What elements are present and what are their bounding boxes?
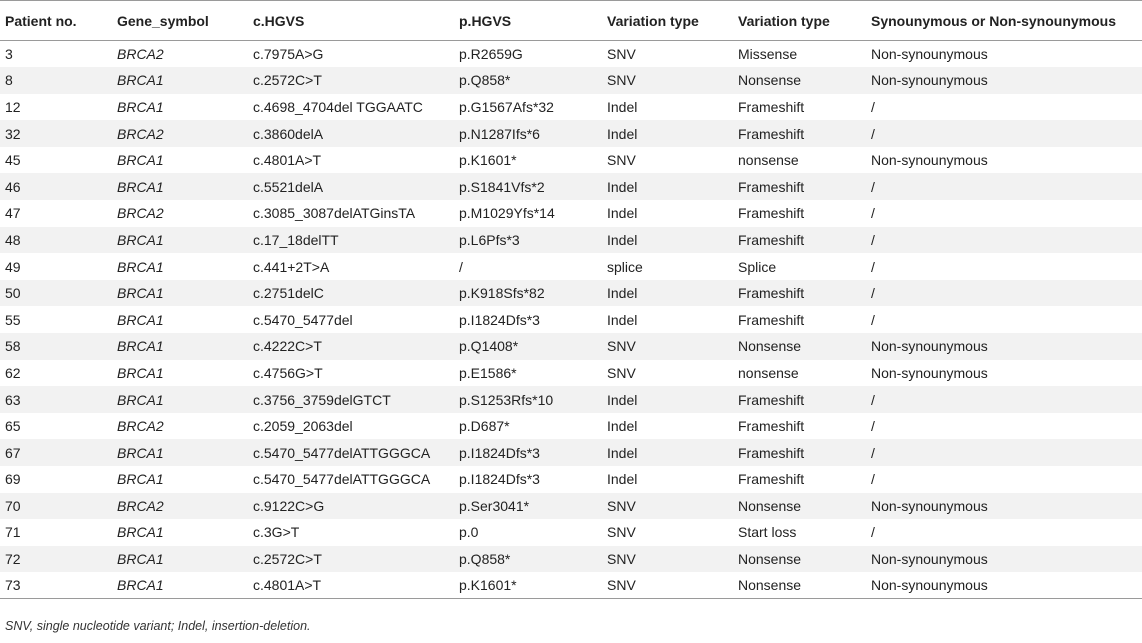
cell-c-hgvs: c.441+2T>A (253, 258, 330, 275)
cell-synonymous-status: Non-synounymous (871, 364, 988, 381)
cell-p-hgvs: p.L6Pfs*3 (454, 227, 602, 254)
cell-synonymous-status: Non-synounymous (866, 333, 1142, 360)
cell-variation-type: Indel (602, 173, 733, 200)
column-header-gene-symbol: Gene_symbol (112, 1, 248, 41)
cell-variation-type: SNV (602, 67, 733, 94)
cell-variation-type: Indel (602, 120, 733, 147)
cell-variation-type: Indel (607, 311, 638, 328)
cell-patient-no: 62 (5, 364, 21, 381)
cell-patient-no: 47 (5, 205, 21, 222)
cell-p-hgvs: p.S1841Vfs*2 (454, 173, 602, 200)
cell-synonymous-status: Non-synounymous (866, 67, 1142, 94)
cell-variation-subtype: Frameshift (733, 386, 866, 413)
cell-patient-no: 48 (0, 227, 112, 254)
cell-p-hgvs: p.I1824Dfs*3 (459, 311, 540, 328)
cell-patient-no: 3 (5, 46, 13, 63)
cell-gene-symbol: BRCA1 (112, 572, 248, 599)
cell-synonymous-status: Non-synounymous (871, 152, 988, 169)
cell-patient-no: 8 (0, 67, 112, 94)
cell-synonymous-status: / (871, 98, 875, 115)
cell-p-hgvs: p.Q858* (454, 546, 602, 573)
cell-variation-type: Indel (602, 227, 733, 254)
cell-c-hgvs: c.4801A>T (253, 152, 322, 169)
cell-variation-type: SNV (602, 333, 733, 360)
cell-variation-type: splice (607, 258, 643, 275)
cell-variation-type: Indel (607, 98, 638, 115)
cell-gene-symbol: BRCA1 (117, 258, 164, 275)
cell-variation-type: Indel (602, 386, 733, 413)
cell-p-hgvs: p.S1253Rfs*10 (454, 386, 602, 413)
cell-variation-subtype: nonsense (738, 364, 799, 381)
cell-c-hgvs: c.4756G>T (253, 364, 323, 381)
cell-variation-type: SNV (607, 46, 636, 63)
table-row (0, 360, 1142, 387)
cell-synonymous-status: / (871, 311, 875, 328)
cell-c-hgvs: c.4801A>T (248, 572, 454, 599)
cell-patient-no: 49 (5, 258, 21, 275)
cell-c-hgvs: c.5470_5477delATTGGGCA (248, 439, 454, 466)
cell-p-hgvs: p.R2659G (459, 46, 523, 63)
table-row (0, 280, 1142, 307)
cell-patient-no: 71 (5, 524, 21, 541)
cell-p-hgvs: p.K1601* (454, 572, 602, 599)
cell-variation-subtype: Frameshift (738, 98, 805, 115)
cell-gene-symbol: BRCA1 (112, 386, 248, 413)
cell-synonymous-status: Non-synounymous (866, 493, 1142, 520)
cell-gene-symbol: BRCA2 (117, 205, 164, 222)
cell-gene-symbol: BRCA1 (112, 67, 248, 94)
cell-variation-subtype: Start loss (738, 524, 797, 541)
cell-synonymous-status: Non-synounymous (866, 546, 1142, 573)
cell-synonymous-status: / (866, 120, 1142, 147)
cell-gene-symbol: BRCA1 (112, 546, 248, 573)
cell-patient-no: 70 (0, 493, 112, 520)
cell-variation-subtype: Nonsense (733, 572, 866, 599)
cell-p-hgvs: / (459, 258, 463, 275)
cell-patient-no: 55 (5, 311, 21, 328)
cell-patient-no: 50 (0, 280, 112, 307)
cell-patient-no: 65 (5, 418, 21, 435)
cell-variation-type: Indel (607, 205, 638, 222)
cell-variation-type: SNV (607, 364, 636, 381)
table-row (0, 333, 1142, 360)
table-row (0, 386, 1142, 413)
cell-p-hgvs: p.E1586* (459, 364, 517, 381)
cell-synonymous-status: / (871, 258, 875, 275)
cell-synonymous-status: / (871, 524, 875, 541)
column-header-variation-type: Variation type (602, 1, 733, 41)
cell-p-hgvs: p.D687* (459, 418, 510, 435)
cell-patient-no: 69 (5, 471, 21, 488)
cell-c-hgvs: c.17_18delTT (248, 227, 454, 254)
cell-synonymous-status: Non-synounymous (866, 572, 1142, 599)
cell-gene-symbol: BRCA1 (117, 311, 164, 328)
cell-synonymous-status: Non-synounymous (871, 46, 988, 63)
cell-c-hgvs: c.3G>T (253, 524, 300, 541)
table-row (0, 413, 1142, 440)
cell-synonymous-status: / (866, 173, 1142, 200)
cell-c-hgvs: c.5470_5477del (253, 311, 353, 328)
table-row (0, 519, 1142, 546)
cell-synonymous-status: / (866, 227, 1142, 254)
table-row (0, 253, 1142, 280)
cell-variation-subtype: Nonsense (733, 67, 866, 94)
column-header-patient-no: Patient no. (0, 1, 112, 41)
table-row (0, 173, 1142, 200)
cell-synonymous-status: / (871, 418, 875, 435)
cell-variation-type: SNV (602, 493, 733, 520)
cell-p-hgvs: p.Q1408* (454, 333, 602, 360)
cell-p-hgvs: p.0 (459, 524, 479, 541)
cell-synonymous-status: / (871, 471, 875, 488)
table-body (0, 41, 1142, 599)
cell-variation-subtype: Frameshift (733, 439, 866, 466)
column-header-c-hgvs: c.HGVS (248, 1, 454, 41)
cell-gene-symbol: BRCA2 (112, 493, 248, 520)
cell-c-hgvs: c.7975A>G (253, 46, 324, 63)
cell-p-hgvs: p.G1567Afs*32 (459, 98, 554, 115)
cell-c-hgvs: c.3756_3759delGTCT (248, 386, 454, 413)
cell-variation-subtype: Frameshift (738, 471, 805, 488)
cell-synonymous-status: / (866, 386, 1142, 413)
table-row (0, 227, 1142, 254)
cell-c-hgvs: c.5521delA (248, 173, 454, 200)
table-row (0, 306, 1142, 333)
cell-p-hgvs: p.Ser3041* (454, 493, 602, 520)
column-header-variation-subtype: Variation type (733, 1, 866, 41)
cell-patient-no: 12 (5, 98, 21, 115)
column-header-p-hgvs: p.HGVS (454, 1, 602, 41)
cell-p-hgvs: p.M1029Yfs*14 (459, 205, 555, 222)
cell-gene-symbol: BRCA1 (112, 173, 248, 200)
column-header-synonymous-status: Synounymous or Non-synounymous (866, 1, 1142, 41)
cell-gene-symbol: BRCA2 (117, 46, 164, 63)
cell-variation-subtype: Nonsense (733, 333, 866, 360)
cell-variation-type: Indel (607, 471, 638, 488)
cell-patient-no: 32 (0, 120, 112, 147)
table-row (0, 147, 1142, 174)
cell-patient-no: 63 (0, 386, 112, 413)
cell-variation-subtype: Frameshift (738, 205, 805, 222)
cell-c-hgvs: c.3085_3087delATGinsTA (253, 205, 416, 222)
cell-c-hgvs: c.9122C>G (248, 493, 454, 520)
cell-synonymous-status: / (866, 280, 1142, 307)
cell-variation-subtype: Frameshift (733, 280, 866, 307)
cell-c-hgvs: c.3860delA (248, 120, 454, 147)
cell-variation-type: SNV (607, 152, 636, 169)
table-row (0, 120, 1142, 147)
cell-patient-no: 67 (0, 439, 112, 466)
cell-c-hgvs: c.2572C>T (248, 67, 454, 94)
cell-gene-symbol: BRCA1 (112, 333, 248, 360)
cell-p-hgvs: p.I1824Dfs*3 (459, 471, 540, 488)
table-row (0, 466, 1142, 493)
cell-variation-subtype: Frameshift (738, 311, 805, 328)
cell-patient-no: 72 (0, 546, 112, 573)
cell-patient-no: 46 (0, 173, 112, 200)
cell-patient-no: 73 (0, 572, 112, 599)
cell-gene-symbol: BRCA2 (112, 120, 248, 147)
cell-p-hgvs: p.K918Sfs*82 (454, 280, 602, 307)
cell-gene-symbol: BRCA1 (117, 364, 164, 381)
cell-variation-type: Indel (602, 280, 733, 307)
cell-variation-subtype: Frameshift (733, 227, 866, 254)
table-row (0, 94, 1142, 121)
cell-variation-type: SNV (602, 572, 733, 599)
table-footnote: SNV, single nucleotide variant; Indel, insertion-deletion. (5, 619, 311, 633)
cell-c-hgvs: c.2572C>T (248, 546, 454, 573)
table-row (0, 572, 1142, 599)
cell-gene-symbol: BRCA1 (117, 524, 164, 541)
cell-synonymous-status: / (866, 439, 1142, 466)
cell-c-hgvs: c.2059_2063del (253, 418, 353, 435)
table-header (0, 1, 1142, 41)
cell-gene-symbol: BRCA2 (117, 418, 164, 435)
cell-variation-subtype: Frameshift (738, 418, 805, 435)
cell-p-hgvs: p.K1601* (459, 152, 517, 169)
cell-variation-type: Indel (607, 418, 638, 435)
table-row (0, 200, 1142, 227)
cell-gene-symbol: BRCA1 (117, 152, 164, 169)
cell-variation-subtype: Splice (738, 258, 777, 275)
cell-variation-subtype: Frameshift (733, 120, 866, 147)
cell-variation-type: SNV (602, 546, 733, 573)
cell-gene-symbol: BRCA1 (117, 471, 164, 488)
cell-variation-subtype: nonsense (738, 152, 799, 169)
cell-patient-no: 45 (5, 152, 21, 169)
cell-c-hgvs: c.5470_5477delATTGGGCA (253, 471, 431, 488)
table-row (0, 439, 1142, 466)
cell-variation-subtype: Nonsense (733, 546, 866, 573)
cell-c-hgvs: c.4698_4704del TGGAATC (253, 98, 423, 115)
cell-gene-symbol: BRCA1 (112, 227, 248, 254)
cell-variation-type: SNV (607, 524, 636, 541)
cell-synonymous-status: / (871, 205, 875, 222)
cell-variation-subtype: Missense (738, 46, 798, 63)
cell-c-hgvs: c.2751delC (248, 280, 454, 307)
cell-variation-type: Indel (602, 439, 733, 466)
cell-variation-subtype: Nonsense (733, 493, 866, 520)
header-row (0, 1, 1142, 41)
cell-gene-symbol: BRCA1 (117, 98, 164, 115)
cell-p-hgvs: p.Q858* (454, 67, 602, 94)
table-row (0, 546, 1142, 573)
table-row (0, 41, 1142, 68)
table-row (0, 493, 1142, 520)
cell-patient-no: 58 (0, 333, 112, 360)
cell-gene-symbol: BRCA1 (112, 439, 248, 466)
cell-variation-subtype: Frameshift (733, 173, 866, 200)
cell-p-hgvs: p.I1824Dfs*3 (454, 439, 602, 466)
cell-c-hgvs: c.4222C>T (248, 333, 454, 360)
cell-gene-symbol: BRCA1 (112, 280, 248, 307)
cell-p-hgvs: p.N1287Ifs*6 (454, 120, 602, 147)
table-row (0, 67, 1142, 94)
